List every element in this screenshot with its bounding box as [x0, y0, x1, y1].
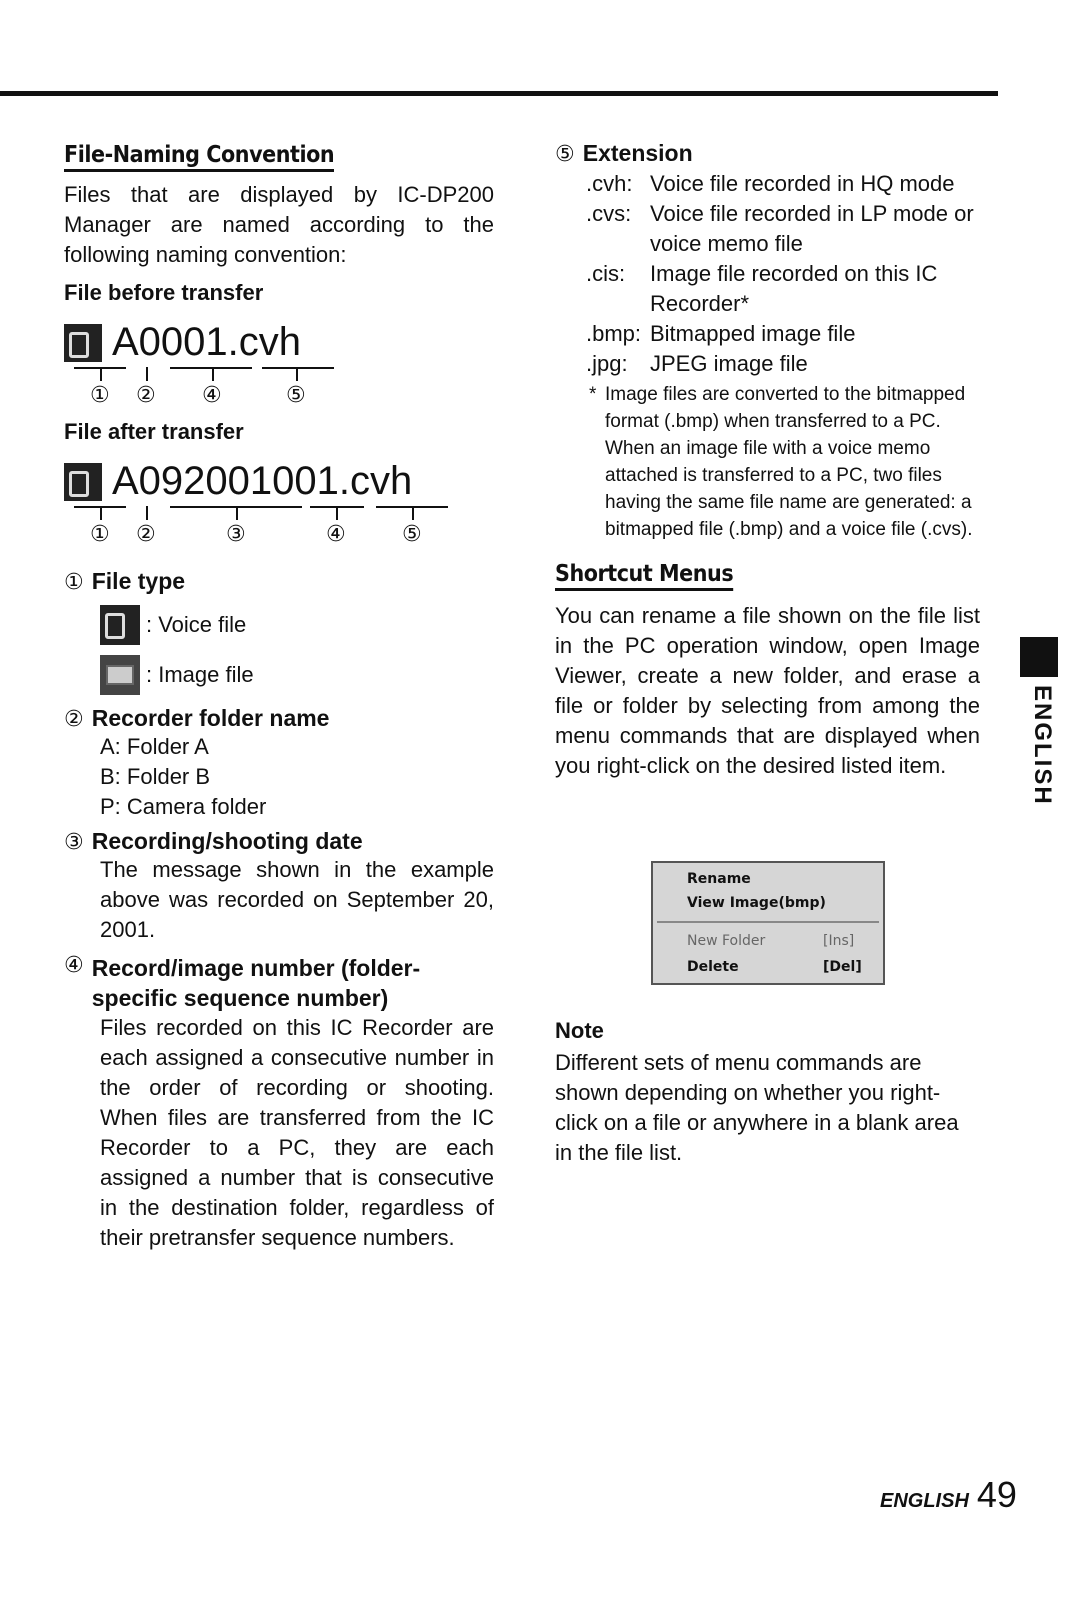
before-markers	[64, 365, 494, 407]
after-markers	[64, 504, 494, 546]
menu-item-rename[interactable]: Rename	[687, 871, 751, 887]
voice-file-icon	[100, 605, 140, 645]
page-footer	[880, 1474, 1017, 1516]
marker-4: ④	[202, 383, 222, 408]
footnote: * Image files are converted to the bitmapped format (.bmp) when transferred to a PC. When an image file with a voice memo attached is transferred to a PC, two files having the same file name are generated: a bitmapped file (.bmp) and a voice file (.cvs).	[605, 381, 980, 543]
side-tab-block	[1020, 637, 1058, 677]
shortcut-paragraph: You can rename a file shown on the file list in the PC operation window, open Image Viewer, create a new folder, and erase a file or folder by selecting from among the menu commands that are displayed when you right-click on the desired listed item.	[555, 603, 980, 778]
marker-5: ⑤	[286, 383, 306, 408]
ext-row-bmp: .bmp: Bitmapped image file	[586, 321, 856, 346]
record-number-text: Files recorded on this IC Recorder are each assigned a consecutive number in the order of recording or shooting. When files are transferred from the IC Recorder to a PC, they are each assigned a number that is consecutive in the destination folder, regardless of their pretransfer sequence numbers.	[100, 1015, 494, 1250]
menu-item-new-folder[interactable]: New Folder	[687, 933, 766, 949]
marker-2: ②	[136, 383, 156, 408]
menu-separator	[657, 921, 879, 923]
extension-list	[586, 169, 980, 543]
menu-item-delete[interactable]: Delete	[687, 959, 739, 975]
left-column	[64, 142, 494, 1253]
marker-1: ①	[90, 383, 110, 408]
folder-b: B: Folder B	[100, 764, 211, 789]
context-menu	[651, 861, 885, 985]
before-transfer-label: File before transfer	[64, 280, 264, 305]
ext-row-jpg: .jpg: JPEG image file	[586, 351, 808, 376]
page-number: 49	[976, 1474, 1017, 1515]
section-title-shortcut: Shortcut Menus	[555, 561, 733, 591]
after-filename	[64, 459, 494, 504]
footer-language: ENGLISH	[880, 1490, 969, 1512]
item-record-number: ④ Record/image number (folder-specific sequence number)	[64, 953, 421, 1011]
ext-row-cvh: .cvh: Voice file recorded in HQ mode	[586, 171, 955, 196]
shortcut-section	[555, 561, 980, 781]
folder-list	[100, 732, 494, 822]
after-transfer-label: File after transfer	[64, 419, 244, 444]
note-title: Note	[555, 1018, 604, 1043]
before-filename-text: A0001.cvh	[112, 320, 302, 364]
marker-5: ⑤	[402, 522, 422, 547]
marker-3: ③	[226, 522, 246, 547]
ext-row-cis: .cis: Image file recorded on this IC Recorder*	[586, 261, 938, 316]
folder-p: P: Camera folder	[100, 794, 267, 819]
folder-a: A: Folder A	[100, 734, 209, 759]
side-tab-label: ENGLISH	[1029, 685, 1056, 806]
legend-voice: : Voice file	[100, 605, 494, 645]
item-folder-name: ② Recorder folder name	[64, 705, 330, 732]
item-date: ③ Recording/shooting date	[64, 828, 363, 855]
before-filename	[64, 320, 494, 365]
note-section	[555, 1018, 980, 1168]
date-text: The message shown in the example above was recorded on September 20, 2001.	[100, 857, 494, 942]
menu-key-ins: [Ins]	[823, 933, 855, 949]
section-title-file-naming: File-Naming Convention	[64, 142, 334, 172]
intro-paragraph: Files that are displayed by IC-DP200 Manager are named according to the following naming convention:	[64, 182, 494, 267]
ext-row-cvs: .cvs: Voice file recorded in LP mode or voice memo file	[586, 201, 974, 256]
item-file-type: ① File type	[64, 568, 186, 595]
voice-file-icon	[64, 463, 102, 501]
voice-file-icon	[64, 324, 102, 362]
marker-1: ①	[90, 522, 110, 547]
right-column	[555, 140, 980, 781]
extension-heading: ⑤ Extension	[555, 140, 693, 167]
image-file-icon	[100, 655, 140, 695]
marker-4: ④	[326, 522, 346, 547]
marker-2: ②	[136, 522, 156, 547]
after-filename-text: A092001001.cvh	[112, 459, 413, 503]
note-paragraph: Different sets of menu commands are shown depending on whether you right-click on a file or anywhere in a blank area in the file list.	[555, 1050, 959, 1165]
legend-image: : Image file	[100, 655, 494, 695]
menu-key-del: [Del]	[823, 959, 862, 975]
menu-item-view-image[interactable]: View Image(bmp)	[687, 895, 826, 911]
top-rule	[0, 91, 998, 96]
